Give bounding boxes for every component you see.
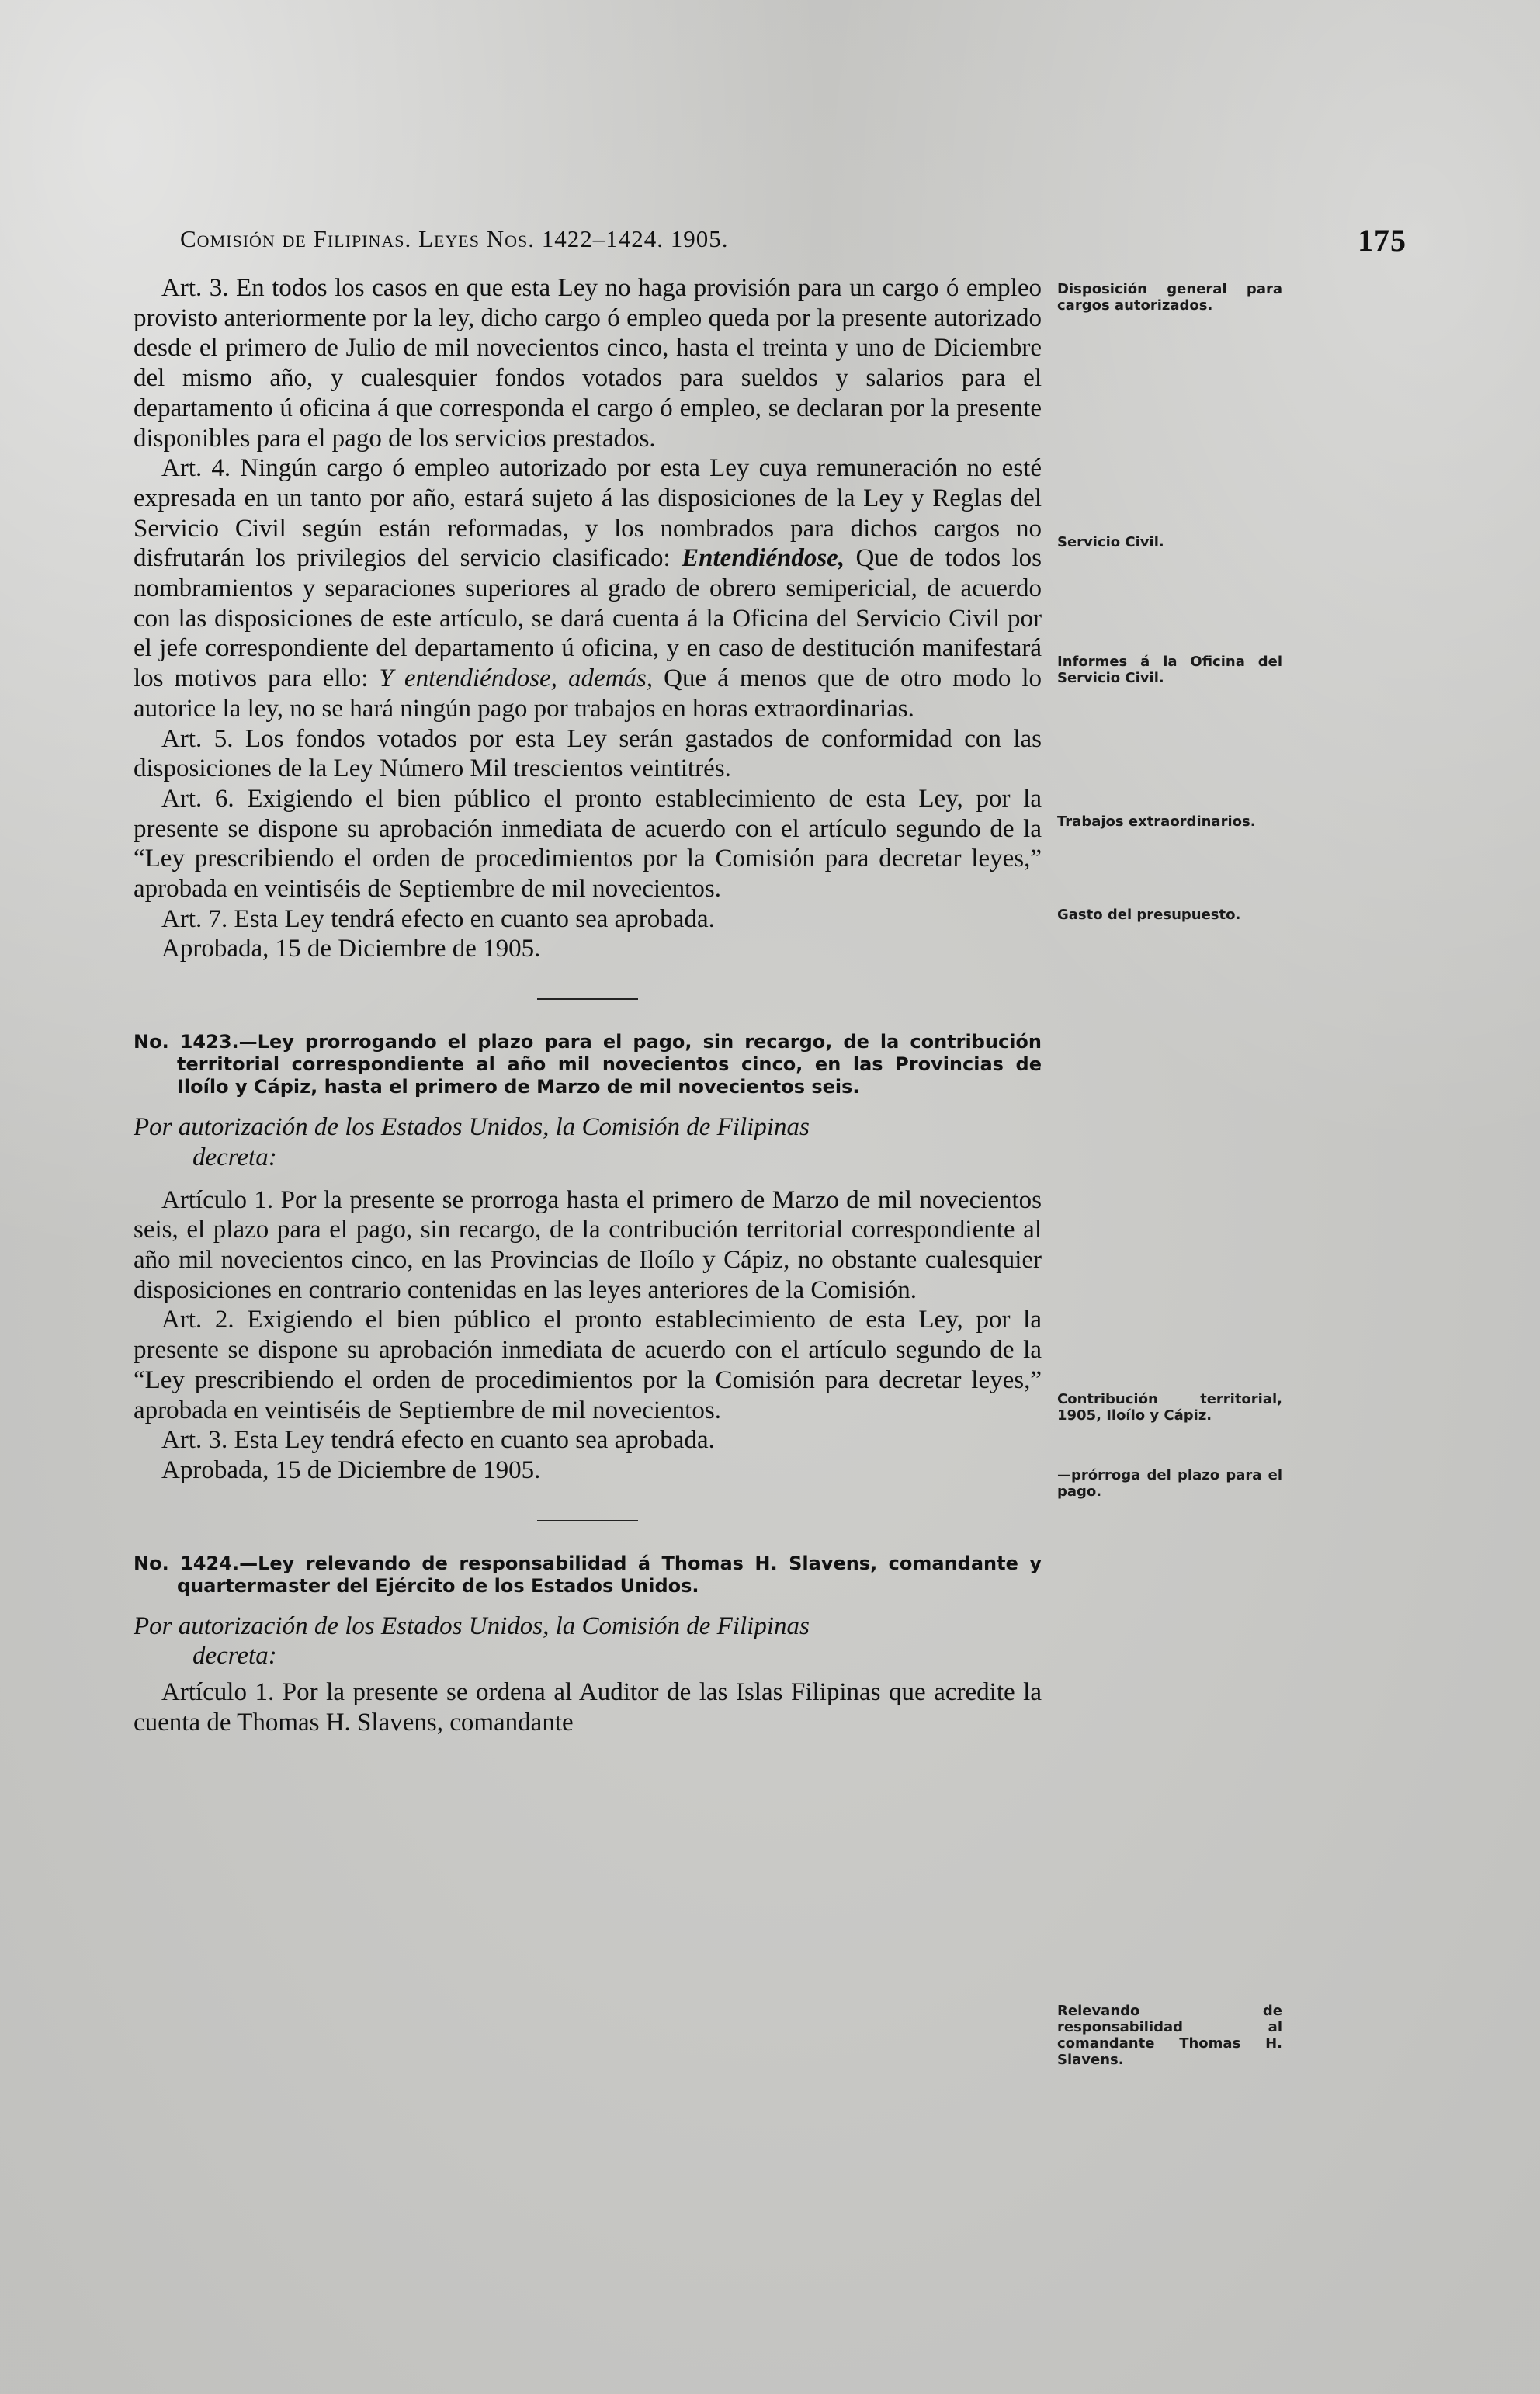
law1423-art3: Art. 3. Esta Ley tendrá efecto en cuanto sea aprobada. [161,1426,715,1455]
law1422-art4-proviso-2: Y entendiéndose, además, [379,664,654,693]
law1422-art7: Art. 7. Esta Ley tendrá efecto en cuanto sea aprobada. [161,904,715,933]
law1423-enacting-a: Por autorización de los Estados Unidos, la Comisión de Filipinas [134,1113,810,1142]
law1424-decreta: decreta: [192,1642,277,1671]
law1422-art5: Art. 5. Los fondos votados por esta Ley serán gastados de conformidad con las disposiciones de la Ley Número Mil trescientos veintitrés. [134,724,1042,783]
law1423-title-text: No. 1423.—Ley prorrogando el plazo para el pago, sin recargo, de la contribución territorial correspondiente al año mil novecientos cinco, en las Provincias de Iloílo y Cápiz, hasta el primero de Marzo de mil novecientos seis. [134,1031,1042,1098]
law1423-decreta: decreta: [192,1143,277,1171]
law1424-title [134,1553,1042,1598]
law1422-art3: Art. 3. En todos los casos en que esta Ley no haga provisión para un cargo ó empleo provisto anteriormente por la ley, dicho cargo ó empleo queda por la presente autorizado desde el primero de Julio de mil novecientos cinco, hasta el treinta y uno de Diciembre del mismo año, y cualesquier fondos votados para sueldos y salarios para el departamento ú oficina á que corresponda el cargo ó empleo, se declaran por la presente disponibles para el pago de los servicios prestados. [134,274,1042,453]
law1422-art4-proviso-1: Entendiéndose, [682,544,845,573]
main-text-column [134,273,1042,1737]
law1422-art4-text-c: Que de todos los nombramientos y separaciones superiores al grado de obrero semipericial, de acuerdo con las disposiciones de este artículo, se dará cuenta á la Oficina del Servicio Civil por el jefe correspondiente del departamento ú oficina, y en caso de destitución manifestará los motivos para ello: [134,544,1042,693]
running-header [180,225,1406,272]
law1422-art4 [134,453,1042,723]
margin-note-contribucion: Contribución territorial, 1905, Iloílo y Cápiz. [1057,1391,1282,1424]
law1422-art6: Art. 6. Exigiendo el bien público el pronto establecimiento de esta Ley, por la presente se dispone su aprobación inmediata de acuerdo con el artículo segundo de la “Ley prescribiendo el orden de procedimientos por la Comisión para decretar leyes,” aprobada en veintiséis de Septiembre de mil novecientos. [134,784,1042,904]
margin-note-trabajos: Trabajos extraordinarios. [1057,814,1256,830]
margin-note-informes: Informes á la Oficina del Servicio Civil. [1057,654,1282,686]
law1423-enacting-clause [134,1112,1042,1143]
margin-note-servicio-civil: Servicio Civil. [1057,534,1164,550]
law1424-enacting-clause [134,1612,1042,1642]
law1422-art4-text-e: Que á menos que de otro modo lo autorice la ley, no se hará ningún pago por trabajos en horas extraordinarias. [134,664,1042,723]
margin-note-relevando: Relevando de responsabilidad al comandante Thomas H. Slavens. [1057,2003,1282,2068]
law1423-approved: Aprobada, 15 de Diciembre de 1905. [161,1455,541,1484]
header-title: Comisión de Filipinas. Leyes Nos. 1422–1424. 1905. [180,225,729,252]
law1424-title-text: No. 1424.—Ley relevando de responsabilidad á Thomas H. Slavens, comandante y quartermaster del Ejército de los Estados Unidos. [134,1552,1042,1597]
page-number: 175 [1358,223,1406,258]
section-divider [537,998,638,1000]
section-divider [537,1520,638,1521]
margin-note-gasto: Gasto del presupuesto. [1057,907,1241,923]
law1423-title [134,1031,1042,1098]
margin-note-prorroga: —prórroga del plazo para el pago. [1057,1467,1282,1500]
law1422-approved: Aprobada, 15 de Diciembre de 1905. [161,935,541,963]
law1424-enacting-a: Por autorización de los Estados Unidos, la Comisión de Filipinas [134,1612,810,1640]
margin-note-general: Disposición general para cargos autorizados. [1057,281,1282,314]
law1424-art1: Artículo 1. Por la presente se ordena al Auditor de las Islas Filipinas que acredite la cuenta de Thomas H. Slavens, comandante [134,1678,1042,1737]
law1423-art1: Artículo 1. Por la presente se prorroga hasta el primero de Marzo de mil novecientos seis, el plazo para el pago, sin recargo, de la contribución territorial correspondiente al año mil novecientos cinco, en las Provincias de Iloílo y Cápiz, no obstante cualesquier disposiciones en contrario contenidas en las leyes anteriores de la Comisión. [134,1185,1042,1304]
law1423-art2: Art. 2. Exigiendo el bien público el pronto establecimiento de esta Ley, por la presente se dispone su aprobación inmediata de acuerdo con el artículo segundo de la “Ley prescribiendo el orden de procedimientos por la Comisión para decretar leyes,” aprobada en veintiséis de Septiembre de mil novecientos. [134,1306,1042,1424]
law1422-art4-text-a: Art. 4. Ningún cargo ó empleo autorizado por esta Ley cuya remuneración no esté expresada en un tanto por año, estará sujeto á las disposiciones de la Ley y Reglas del Servicio Civil según están reformadas, y los nombrados para dichos cargos no disfrutarán los privilegios del servicio clasificado: [134,454,1042,573]
